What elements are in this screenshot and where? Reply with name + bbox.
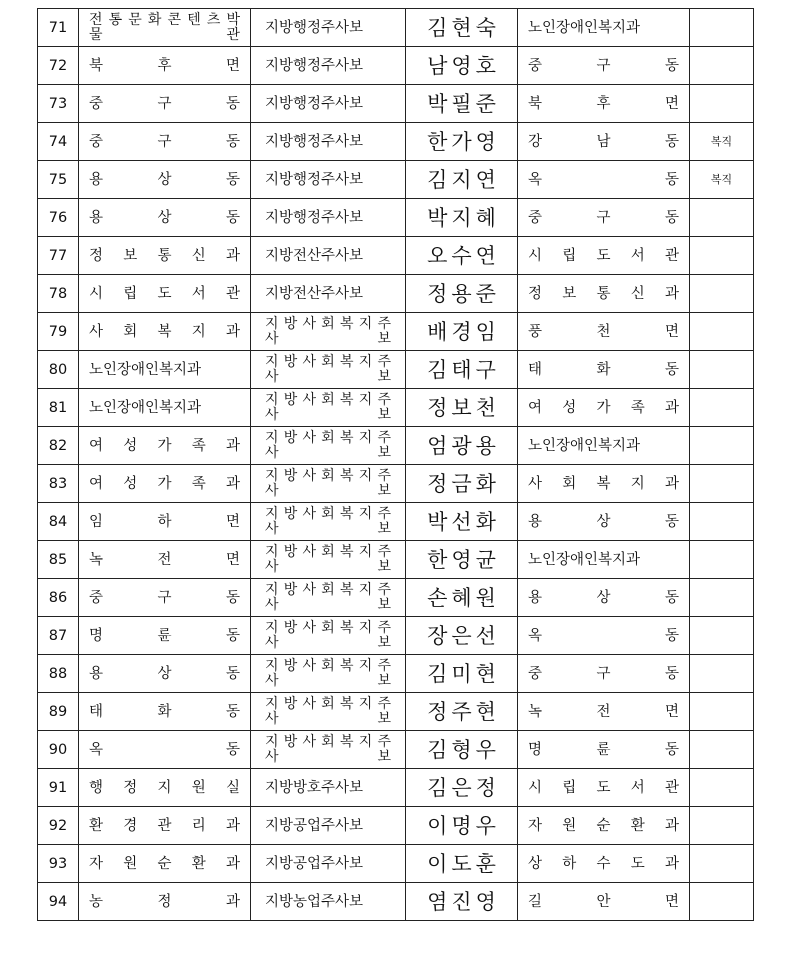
table-row: [38, 85, 754, 123]
note: [690, 313, 754, 351]
person-name-text: 남영호: [427, 53, 500, 78]
person-name-text: 정주현: [427, 699, 500, 724]
row-number: 82: [38, 427, 79, 465]
to-department-text: 노인장애인복지과: [528, 19, 641, 36]
to-department: [518, 845, 690, 883]
to-department-text: 자 원 순 환 과: [528, 817, 679, 834]
table-row: [38, 579, 754, 617]
to-department: [518, 313, 690, 351]
from-department-text: 행 정 지 원 실: [89, 779, 240, 796]
to-department: [518, 731, 690, 769]
rank: [251, 161, 406, 199]
from-department: [79, 769, 251, 807]
to-department-text: 시 립 도 서 관: [528, 247, 679, 264]
person-name: [406, 85, 518, 123]
rank-text: 지방행정주사보: [265, 19, 364, 36]
note: [690, 237, 754, 275]
rank: [251, 731, 406, 769]
rank-text: 지방행정주사보: [265, 57, 364, 74]
person-name: [406, 47, 518, 85]
rank: [251, 465, 406, 503]
rank: [251, 389, 406, 427]
rank: [251, 883, 406, 921]
person-name-text: 장은선: [427, 623, 500, 648]
to-department: [518, 275, 690, 313]
to-department-text: 사 회 복 지 과: [528, 475, 679, 492]
note: [690, 807, 754, 845]
from-department: [79, 123, 251, 161]
person-name-text: 이도훈: [427, 851, 500, 876]
row-number: 94: [38, 883, 79, 921]
rank-text: 지 방 사 회 복 지 주 사 보: [265, 581, 391, 613]
row-number: 89: [38, 693, 79, 731]
to-department-text: 용 상 동: [528, 513, 679, 530]
to-department: [518, 807, 690, 845]
row-number: 74: [38, 123, 79, 161]
from-department-text: 임 하 면: [89, 513, 240, 530]
person-name-text: 박지혜: [427, 205, 500, 230]
rank: [251, 47, 406, 85]
person-name-text: 정보천: [427, 395, 500, 420]
row-number: 92: [38, 807, 79, 845]
from-department: [79, 199, 251, 237]
table-row: [38, 275, 754, 313]
person-name: [406, 807, 518, 845]
row-number: 91: [38, 769, 79, 807]
person-name-text: 김형우: [427, 737, 500, 762]
to-department-text: 옥 동: [528, 171, 679, 188]
person-name-text: 김은정: [427, 775, 500, 800]
person-name-text: 손혜원: [427, 585, 500, 610]
rank-text: 지 방 사 회 복 지 주 사 보: [265, 657, 391, 689]
from-department-text: 녹 전 면: [89, 551, 240, 568]
person-name-text: 한영균: [427, 547, 500, 572]
to-department: [518, 161, 690, 199]
from-department: [79, 47, 251, 85]
table-row: [38, 47, 754, 85]
to-department-text: 길 안 면: [528, 893, 679, 910]
rank-text: 지 방 사 회 복 지 주 사 보: [265, 315, 391, 347]
table-row: [38, 731, 754, 769]
from-department: [79, 503, 251, 541]
note: [690, 389, 754, 427]
from-department: [79, 579, 251, 617]
from-department-text: 용 상 동: [89, 209, 240, 226]
person-name-text: 엄광용: [427, 433, 500, 458]
row-number: 84: [38, 503, 79, 541]
person-name-text: 김미현: [427, 661, 500, 686]
table-row: [38, 617, 754, 655]
note: [690, 769, 754, 807]
to-department: [518, 541, 690, 579]
table-row: [38, 313, 754, 351]
row-number: 75: [38, 161, 79, 199]
rank-text: 지 방 사 회 복 지 주 사 보: [265, 429, 391, 461]
from-department: [79, 351, 251, 389]
table-row: [38, 541, 754, 579]
rank: [251, 693, 406, 731]
note: [690, 47, 754, 85]
note: [690, 655, 754, 693]
to-department-text: 태 화 동: [528, 361, 679, 378]
from-department: [79, 9, 251, 47]
note: [690, 427, 754, 465]
person-name-text: 한가영: [427, 129, 500, 154]
rank-text: 지 방 사 회 복 지 주 사 보: [265, 733, 391, 765]
row-number: 87: [38, 617, 79, 655]
rank: [251, 351, 406, 389]
from-department-text: 중 구 동: [89, 95, 240, 112]
person-name-text: 이명우: [427, 813, 500, 838]
to-department: [518, 427, 690, 465]
note: 복직: [690, 123, 754, 161]
to-department: [518, 85, 690, 123]
note: [690, 199, 754, 237]
table-row: [38, 807, 754, 845]
person-name: [406, 579, 518, 617]
row-number: 83: [38, 465, 79, 503]
to-department: [518, 237, 690, 275]
from-department: [79, 85, 251, 123]
person-name-text: 김태구: [427, 357, 500, 382]
from-department: [79, 845, 251, 883]
person-name: [406, 883, 518, 921]
from-department-text: 환 경 관 리 과: [89, 817, 240, 834]
from-department: [79, 389, 251, 427]
to-department: [518, 123, 690, 161]
from-department: [79, 883, 251, 921]
from-department: [79, 693, 251, 731]
rank: [251, 237, 406, 275]
from-department: [79, 237, 251, 275]
rank-text: 지방전산주사보: [265, 247, 364, 264]
row-number: 78: [38, 275, 79, 313]
note: [690, 9, 754, 47]
to-department-text: 강 남 동: [528, 133, 679, 150]
person-name: [406, 655, 518, 693]
note: [690, 883, 754, 921]
row-number: 72: [38, 47, 79, 85]
rank-text: 지 방 사 회 복 지 주 사 보: [265, 543, 391, 575]
person-name: [406, 9, 518, 47]
from-department-text: 여 성 가 족 과: [89, 475, 240, 492]
to-department: [518, 769, 690, 807]
from-department-text: 정 보 통 신 과: [89, 247, 240, 264]
to-department-text: 녹 전 면: [528, 703, 679, 720]
table-row: [38, 427, 754, 465]
from-department-text: 여 성 가 족 과: [89, 437, 240, 454]
from-department-text: 중 구 동: [89, 589, 240, 606]
to-department-text: 여 성 가 족 과: [528, 399, 679, 416]
from-department-text: 사 회 복 지 과: [89, 323, 240, 340]
person-name: [406, 389, 518, 427]
to-department-text: 중 구 동: [528, 209, 679, 226]
note: [690, 275, 754, 313]
rank: [251, 85, 406, 123]
rank: [251, 807, 406, 845]
row-number: 77: [38, 237, 79, 275]
table-row: [38, 199, 754, 237]
table-row: [38, 693, 754, 731]
note: [690, 503, 754, 541]
person-name: [406, 275, 518, 313]
row-number: 76: [38, 199, 79, 237]
rank-text: 지 방 사 회 복 지 주 사 보: [265, 391, 391, 423]
to-department-text: 풍 천 면: [528, 323, 679, 340]
table-row: [38, 9, 754, 47]
to-department-text: 노인장애인복지과: [528, 437, 641, 454]
person-name: [406, 313, 518, 351]
rank: [251, 769, 406, 807]
rank: [251, 313, 406, 351]
to-department-text: 중 구 동: [528, 57, 679, 74]
table-row: [38, 503, 754, 541]
row-number: 73: [38, 85, 79, 123]
person-name-text: 박선화: [427, 509, 500, 534]
table-row: [38, 883, 754, 921]
note: [690, 731, 754, 769]
note: [690, 541, 754, 579]
person-name-text: 오수연: [427, 243, 500, 268]
to-department-text: 시 립 도 서 관: [528, 779, 679, 796]
rank: [251, 845, 406, 883]
from-department-text: 노인장애인복지과: [89, 361, 202, 378]
row-number: 80: [38, 351, 79, 389]
from-department-text: 자 원 순 환 과: [89, 855, 240, 872]
rank: [251, 541, 406, 579]
table-body: [38, 9, 754, 921]
row-number: 88: [38, 655, 79, 693]
from-department: [79, 731, 251, 769]
to-department: [518, 389, 690, 427]
rank-text: 지방행정주사보: [265, 95, 364, 112]
rank: [251, 655, 406, 693]
note: [690, 617, 754, 655]
to-department-text: 중 구 동: [528, 665, 679, 682]
rank: [251, 579, 406, 617]
to-department: [518, 199, 690, 237]
rank-text: 지방공업주사보: [265, 817, 364, 834]
to-department: [518, 351, 690, 389]
person-name-text: 박필준: [427, 91, 500, 116]
table-row: [38, 389, 754, 427]
rank: [251, 427, 406, 465]
person-name-text: 정용준: [427, 281, 500, 306]
to-department: [518, 883, 690, 921]
note: [690, 351, 754, 389]
rank-text: 지방전산주사보: [265, 285, 364, 302]
from-department: [79, 275, 251, 313]
from-department-text: 시 립 도 서 관: [89, 285, 240, 302]
from-department: [79, 313, 251, 351]
to-department: [518, 617, 690, 655]
note: [690, 693, 754, 731]
from-department-text: 명 륜 동: [89, 627, 240, 644]
from-department: [79, 427, 251, 465]
to-department: [518, 465, 690, 503]
note: [690, 465, 754, 503]
to-department-text: 용 상 동: [528, 589, 679, 606]
row-number: 71: [38, 9, 79, 47]
rank: [251, 617, 406, 655]
note: [690, 845, 754, 883]
note: [690, 85, 754, 123]
table-row: [38, 465, 754, 503]
rank: [251, 199, 406, 237]
rank-text: 지 방 사 회 복 지 주 사 보: [265, 353, 391, 385]
to-department: [518, 579, 690, 617]
person-name-text: 김지연: [427, 167, 500, 192]
rank-text: 지방방호주사보: [265, 779, 364, 796]
row-number: 86: [38, 579, 79, 617]
rank-text: 지 방 사 회 복 지 주 사 보: [265, 695, 391, 727]
rank-text: 지 방 사 회 복 지 주 사 보: [265, 467, 391, 499]
person-name: [406, 503, 518, 541]
person-name: [406, 731, 518, 769]
to-department: [518, 693, 690, 731]
row-number: 79: [38, 313, 79, 351]
row-number: 93: [38, 845, 79, 883]
from-department-text: 용 상 동: [89, 665, 240, 682]
rank: [251, 9, 406, 47]
table-row: [38, 769, 754, 807]
note: 복직: [690, 161, 754, 199]
personnel-table: [37, 8, 754, 921]
table-row: [38, 845, 754, 883]
person-name-text: 배경임: [427, 319, 500, 344]
rank-text: 지 방 사 회 복 지 주 사 보: [265, 505, 391, 537]
rank-text: 지방농업주사보: [265, 893, 364, 910]
person-name: [406, 769, 518, 807]
from-department: [79, 161, 251, 199]
person-name: [406, 541, 518, 579]
rank-text: 지방행정주사보: [265, 209, 364, 226]
to-department-text: 정 보 통 신 과: [528, 285, 679, 302]
rank: [251, 503, 406, 541]
from-department: [79, 807, 251, 845]
table-row: [38, 237, 754, 275]
to-department: [518, 47, 690, 85]
from-department: [79, 465, 251, 503]
to-department: [518, 655, 690, 693]
person-name-text: 김현숙: [427, 15, 500, 40]
from-department: [79, 617, 251, 655]
person-name: [406, 161, 518, 199]
from-department-text: 농 정 과: [89, 893, 240, 910]
person-name: [406, 123, 518, 161]
person-name: [406, 693, 518, 731]
from-department-text: 전 통 문 화 콘 텐 츠 박 물 관: [89, 11, 240, 43]
row-number: 90: [38, 731, 79, 769]
person-name: [406, 199, 518, 237]
to-department: [518, 503, 690, 541]
person-name: [406, 465, 518, 503]
rank-text: 지방행정주사보: [265, 133, 364, 150]
from-department-text: 용 상 동: [89, 171, 240, 188]
rank: [251, 123, 406, 161]
rank: [251, 275, 406, 313]
to-department-text: 상 하 수 도 과: [528, 855, 679, 872]
person-name-text: 정금화: [427, 471, 500, 496]
from-department: [79, 655, 251, 693]
row-number: 81: [38, 389, 79, 427]
from-department: [79, 541, 251, 579]
from-department-text: 옥 동: [89, 741, 240, 758]
person-name: [406, 845, 518, 883]
person-name-text: 염진영: [427, 889, 500, 914]
table-row: [38, 161, 754, 199]
row-number: 85: [38, 541, 79, 579]
to-department-text: 북 후 면: [528, 95, 679, 112]
from-department-text: 중 구 동: [89, 133, 240, 150]
note: [690, 579, 754, 617]
table-row: [38, 655, 754, 693]
to-department-text: 명 륜 동: [528, 741, 679, 758]
person-name: [406, 237, 518, 275]
from-department-text: 노인장애인복지과: [89, 399, 202, 416]
rank-text: 지방공업주사보: [265, 855, 364, 872]
table-row: [38, 123, 754, 161]
table-row: [38, 351, 754, 389]
person-name: [406, 351, 518, 389]
person-name: [406, 617, 518, 655]
person-name: [406, 427, 518, 465]
to-department: [518, 9, 690, 47]
from-department-text: 태 화 동: [89, 703, 240, 720]
from-department-text: 북 후 면: [89, 57, 240, 74]
rank-text: 지 방 사 회 복 지 주 사 보: [265, 619, 391, 651]
to-department-text: 옥 동: [528, 627, 679, 644]
rank-text: 지방행정주사보: [265, 171, 364, 188]
to-department-text: 노인장애인복지과: [528, 551, 641, 568]
